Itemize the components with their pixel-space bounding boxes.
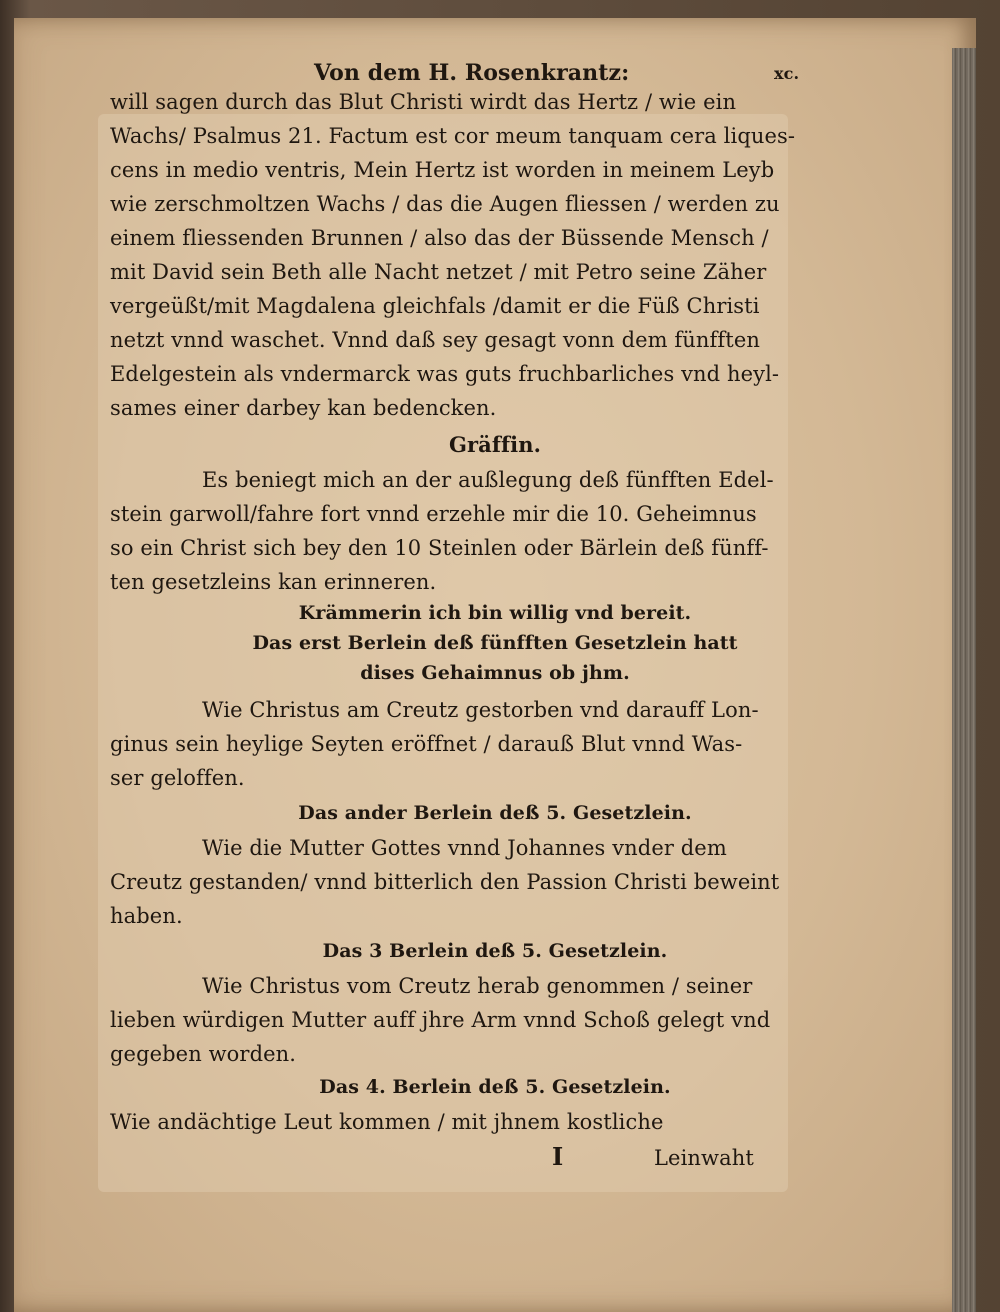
bead1-line: ginus sein heylige Seyten eröffnet / darauß Blut vnnd Was- [110, 732, 743, 756]
catchword: Leinwaht [654, 1146, 754, 1170]
bead3-line: gegeben worden. [110, 1042, 297, 1066]
bead1-line: ser geloffen. [110, 766, 245, 790]
body-line: mit David sein Beth alle Nacht netzet / mit Petro seine Zäher [110, 260, 767, 284]
body-line: cens in medio ventris, Mein Hertz ist worden in meinem Leyb [110, 158, 775, 182]
bead2-heading: Das ander Berlein deß 5. Gesetzlein. [298, 802, 692, 824]
graefin-line: ten gesetzleins kan erinneren. [110, 570, 437, 594]
body-line: netzt vnnd waschet. Vnnd daß sey gesagt vonn dem fünfften [110, 328, 760, 352]
bead3-heading: Das 3 Berlein deß 5. Gesetzlein. [322, 940, 668, 962]
bead1-line: Wie Christus am Creutz gestorben vnd darauff Lon- [202, 698, 759, 722]
body-line: Wachs/ Psalmus 21. Factum est cor meum tanquam cera liques- [110, 124, 796, 148]
running-head: Von dem H. Rosenkrantz: [314, 60, 630, 86]
speaker-kraemmerin: Krämmerin ich bin willig vnd bereit. [298, 602, 692, 624]
bead3-line: lieben würdigen Mutter auff jhre Arm vnnd Schoß gelegt vnd [110, 1008, 771, 1032]
bead4-heading: Das 4. Berlein deß 5. Gesetzlein. [319, 1076, 671, 1098]
bead2-line: Wie die Mutter Gottes vnnd Johannes vnder dem [202, 836, 727, 860]
paper-page [14, 18, 976, 1312]
body-line: einem fliessenden Brunnen / also das der Büssende Mensch / [110, 226, 769, 250]
graefin-line: Es beniegt mich an der außlegung deß fünfften Edel- [202, 468, 774, 492]
bead2-line: haben. [110, 904, 183, 928]
body-line: will sagen durch das Blut Christi wirdt das Hertz / wie ein [110, 90, 737, 114]
body-line: sames einer darbey kan bedencken. [110, 396, 497, 420]
body-line: vergeüßt/mit Magdalena gleichfals /damit er die Füß Christi [110, 294, 760, 318]
graefin-line: stein garwoll/fahre fort vnnd erzehle mir die 10. Geheimnus [110, 502, 757, 526]
bead4-line: Wie andächtige Leut kommen / mit jhnem kostliche [110, 1110, 664, 1134]
body-line: Edelgestein als vndermarck was guts fruchbarliches vnd heyl- [110, 362, 780, 386]
body-line: wie zerschmoltzen Wachs / das die Augen fliessen / werden zu [110, 192, 780, 216]
graefin-line: so ein Christ sich bey den 10 Steinlen oder Bärlein deß fünff- [110, 536, 769, 560]
bead2-line: Creutz gestanden/ vnnd bitterlich den Passion Christi beweint [110, 870, 780, 894]
bead3-line: Wie Christus vom Creutz herab genommen / seiner [202, 974, 753, 998]
bead1-heading: Das erst Berlein deß fünfften Gesetzlein hatt [252, 632, 738, 654]
signature-mark: I [552, 1142, 564, 1171]
bead1-heading: dises Gehaimnus ob jhm. [360, 662, 630, 684]
page-number: xc. [774, 64, 800, 83]
speaker-graefin: Gräffin. [448, 432, 542, 457]
